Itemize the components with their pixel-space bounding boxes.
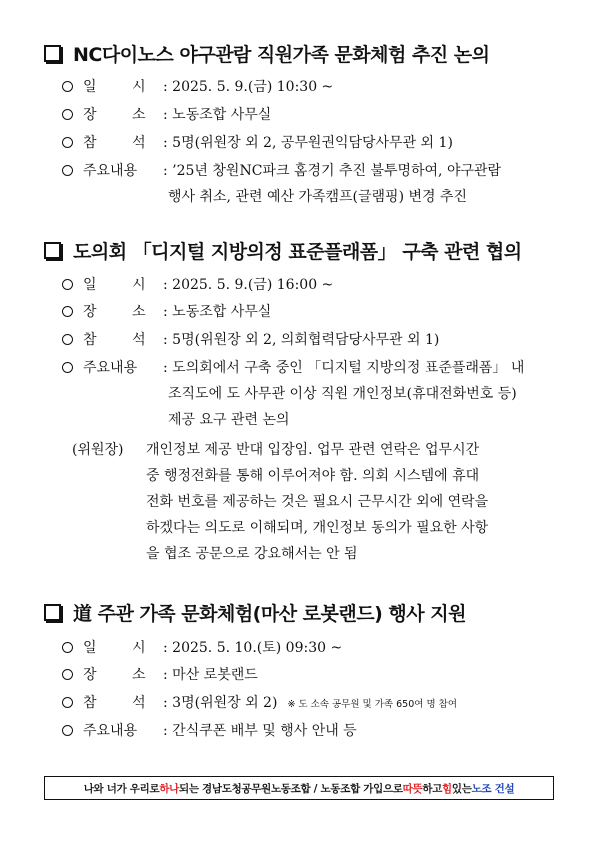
colon: : — [163, 135, 168, 151]
remark-line: 을 협조 공문으로 강요해서는 안 됨 — [146, 546, 358, 562]
colon: : — [163, 304, 168, 320]
section-3-attend: 3명(위원장 외 2) — [172, 695, 278, 711]
circle-bullet-icon — [62, 334, 73, 345]
slogan-highlight-blue: 노조 건설 — [471, 782, 515, 795]
circle-bullet-icon — [62, 306, 73, 317]
footer-slogan — [44, 776, 554, 800]
place-label: 장 소 — [83, 107, 146, 123]
section-2-title — [44, 237, 522, 263]
slogan-text: 나와 너가 우리로 — [83, 782, 160, 795]
section-2-content-line: 도의회에서 구축 중인 「디지털 지방의정 표준플래폼」 내 — [172, 360, 525, 376]
section-1-title — [44, 40, 490, 66]
section-1-date-row — [62, 77, 333, 97]
section-1-content-line: ’25년 창원NC파크 홈경기 추진 불투명하여, 야구관람 — [172, 163, 502, 179]
section-1-date: 2025. 5. 9.(금) 10:30 ~ — [172, 79, 334, 95]
place-label: 장 소 — [83, 304, 146, 320]
colon: : — [163, 360, 168, 376]
slogan-highlight-red: 하나 — [159, 782, 179, 795]
circle-bullet-icon — [62, 642, 73, 653]
slogan-text: 되는 경남도청공무원노동조합 / 노동조합 가입으로 — [179, 782, 403, 795]
attend-note: ※ 도 소속 공무원 및 가족 650여 명 참여 — [287, 699, 457, 710]
section-1-attend-row — [62, 133, 453, 153]
section-3-place-row — [62, 665, 258, 685]
attend-label: 참 석 — [83, 695, 146, 711]
section-3-place: 마산 로봇랜드 — [172, 667, 258, 683]
date-label: 일 시 — [83, 277, 146, 293]
slogan-text: 있는 — [451, 782, 472, 795]
colon: : — [163, 79, 168, 95]
circle-bullet-icon — [62, 109, 73, 120]
section-3-title-text: 道 주관 가족 문화체험(마산 로봇랜드) 행사 지원 — [73, 602, 466, 625]
remark-line: 전화 번호를 제공하는 것은 필요시 근무시간 외에 연락을 — [146, 494, 489, 510]
circle-bullet-icon — [62, 362, 73, 373]
circle-bullet-icon — [62, 697, 73, 708]
remark-line: 하겠다는 의도로 이해되며, 개인정보 동의가 필요한 사항 — [146, 520, 489, 536]
section-3-attend-row — [62, 693, 457, 715]
colon: : — [163, 332, 168, 348]
section-2-date: 2025. 5. 9.(금) 16:00 ~ — [172, 277, 334, 293]
place-label: 장 소 — [83, 667, 146, 683]
section-2-place: 노동조합 사무실 — [172, 304, 272, 320]
section-3-date-row — [62, 638, 342, 658]
section-2-content-line: 조직도에 도 사무관 이상 직원 개인정보(휴대전화번호 등) — [168, 386, 517, 402]
content-label: 주요내용 — [83, 163, 138, 179]
circle-bullet-icon — [62, 669, 73, 680]
section-3-content-line: 간식쿠폰 배부 및 행사 안내 등 — [172, 723, 357, 739]
slogan-highlight-red: 따뜻 — [402, 782, 423, 795]
colon: : — [163, 107, 168, 123]
content-label: 주요내용 — [83, 723, 138, 739]
section-1-place-row — [62, 105, 271, 125]
date-label: 일 시 — [83, 79, 146, 95]
colon: : — [163, 667, 168, 683]
content-label: 주요내용 — [83, 360, 138, 376]
section-3-title — [44, 599, 466, 625]
remark-line: 중 행정전화를 통해 이루어져야 함. 의회 시스템에 휴대 — [146, 468, 480, 484]
section-2-title-text: 도의회 「디지털 지방의정 표준플래폼」 구축 관련 협의 — [73, 240, 522, 263]
circle-bullet-icon — [62, 81, 73, 92]
colon: : — [163, 695, 168, 711]
colon: : — [163, 163, 168, 179]
colon: : — [163, 723, 168, 739]
colon: : — [163, 640, 168, 656]
section-3-date: 2025. 5. 10.(토) 09:30 ~ — [172, 640, 343, 656]
checkbox-icon — [44, 45, 61, 62]
section-1-content-row — [62, 161, 501, 181]
section-1-title-text: NC다이노스 야구관람 직원가족 문화체험 추진 논의 — [73, 43, 490, 66]
attend-label: 참 석 — [83, 135, 146, 151]
section-2-content-row — [62, 358, 524, 378]
circle-bullet-icon — [62, 137, 73, 148]
circle-bullet-icon — [62, 165, 73, 176]
remark-label: (위원장) — [72, 442, 124, 458]
section-3-content-row — [62, 721, 357, 741]
remark-line: 개인정보 제공 반대 입장임. 업무 관련 연락은 업무시간 — [146, 442, 480, 458]
colon: : — [163, 277, 168, 293]
section-1-attend: 5명(위원장 외 2, 공무원권익담당사무관 외 1) — [172, 135, 453, 151]
circle-bullet-icon — [62, 279, 73, 290]
section-2-place-row — [62, 302, 271, 322]
section-1-place: 노동조합 사무실 — [172, 107, 272, 123]
checkbox-icon — [44, 242, 61, 259]
attend-label: 참 석 — [83, 332, 146, 348]
section-1-content-line: 행사 취소, 관련 예산 가족캠프(글램핑) 변경 추진 — [168, 189, 468, 205]
section-2-attend-row — [62, 330, 439, 350]
checkbox-icon — [44, 604, 61, 621]
circle-bullet-icon — [62, 725, 73, 736]
slogan-text: 하고 — [422, 782, 443, 795]
section-2-attend: 5명(위원장 외 2, 의회협력담당사무관 외 1) — [172, 332, 440, 348]
section-2-content-line: 제공 요구 관련 논의 — [168, 412, 290, 428]
section-2-date-row — [62, 275, 333, 295]
slogan-highlight-red: 힘 — [442, 782, 452, 795]
date-label: 일 시 — [83, 640, 146, 656]
